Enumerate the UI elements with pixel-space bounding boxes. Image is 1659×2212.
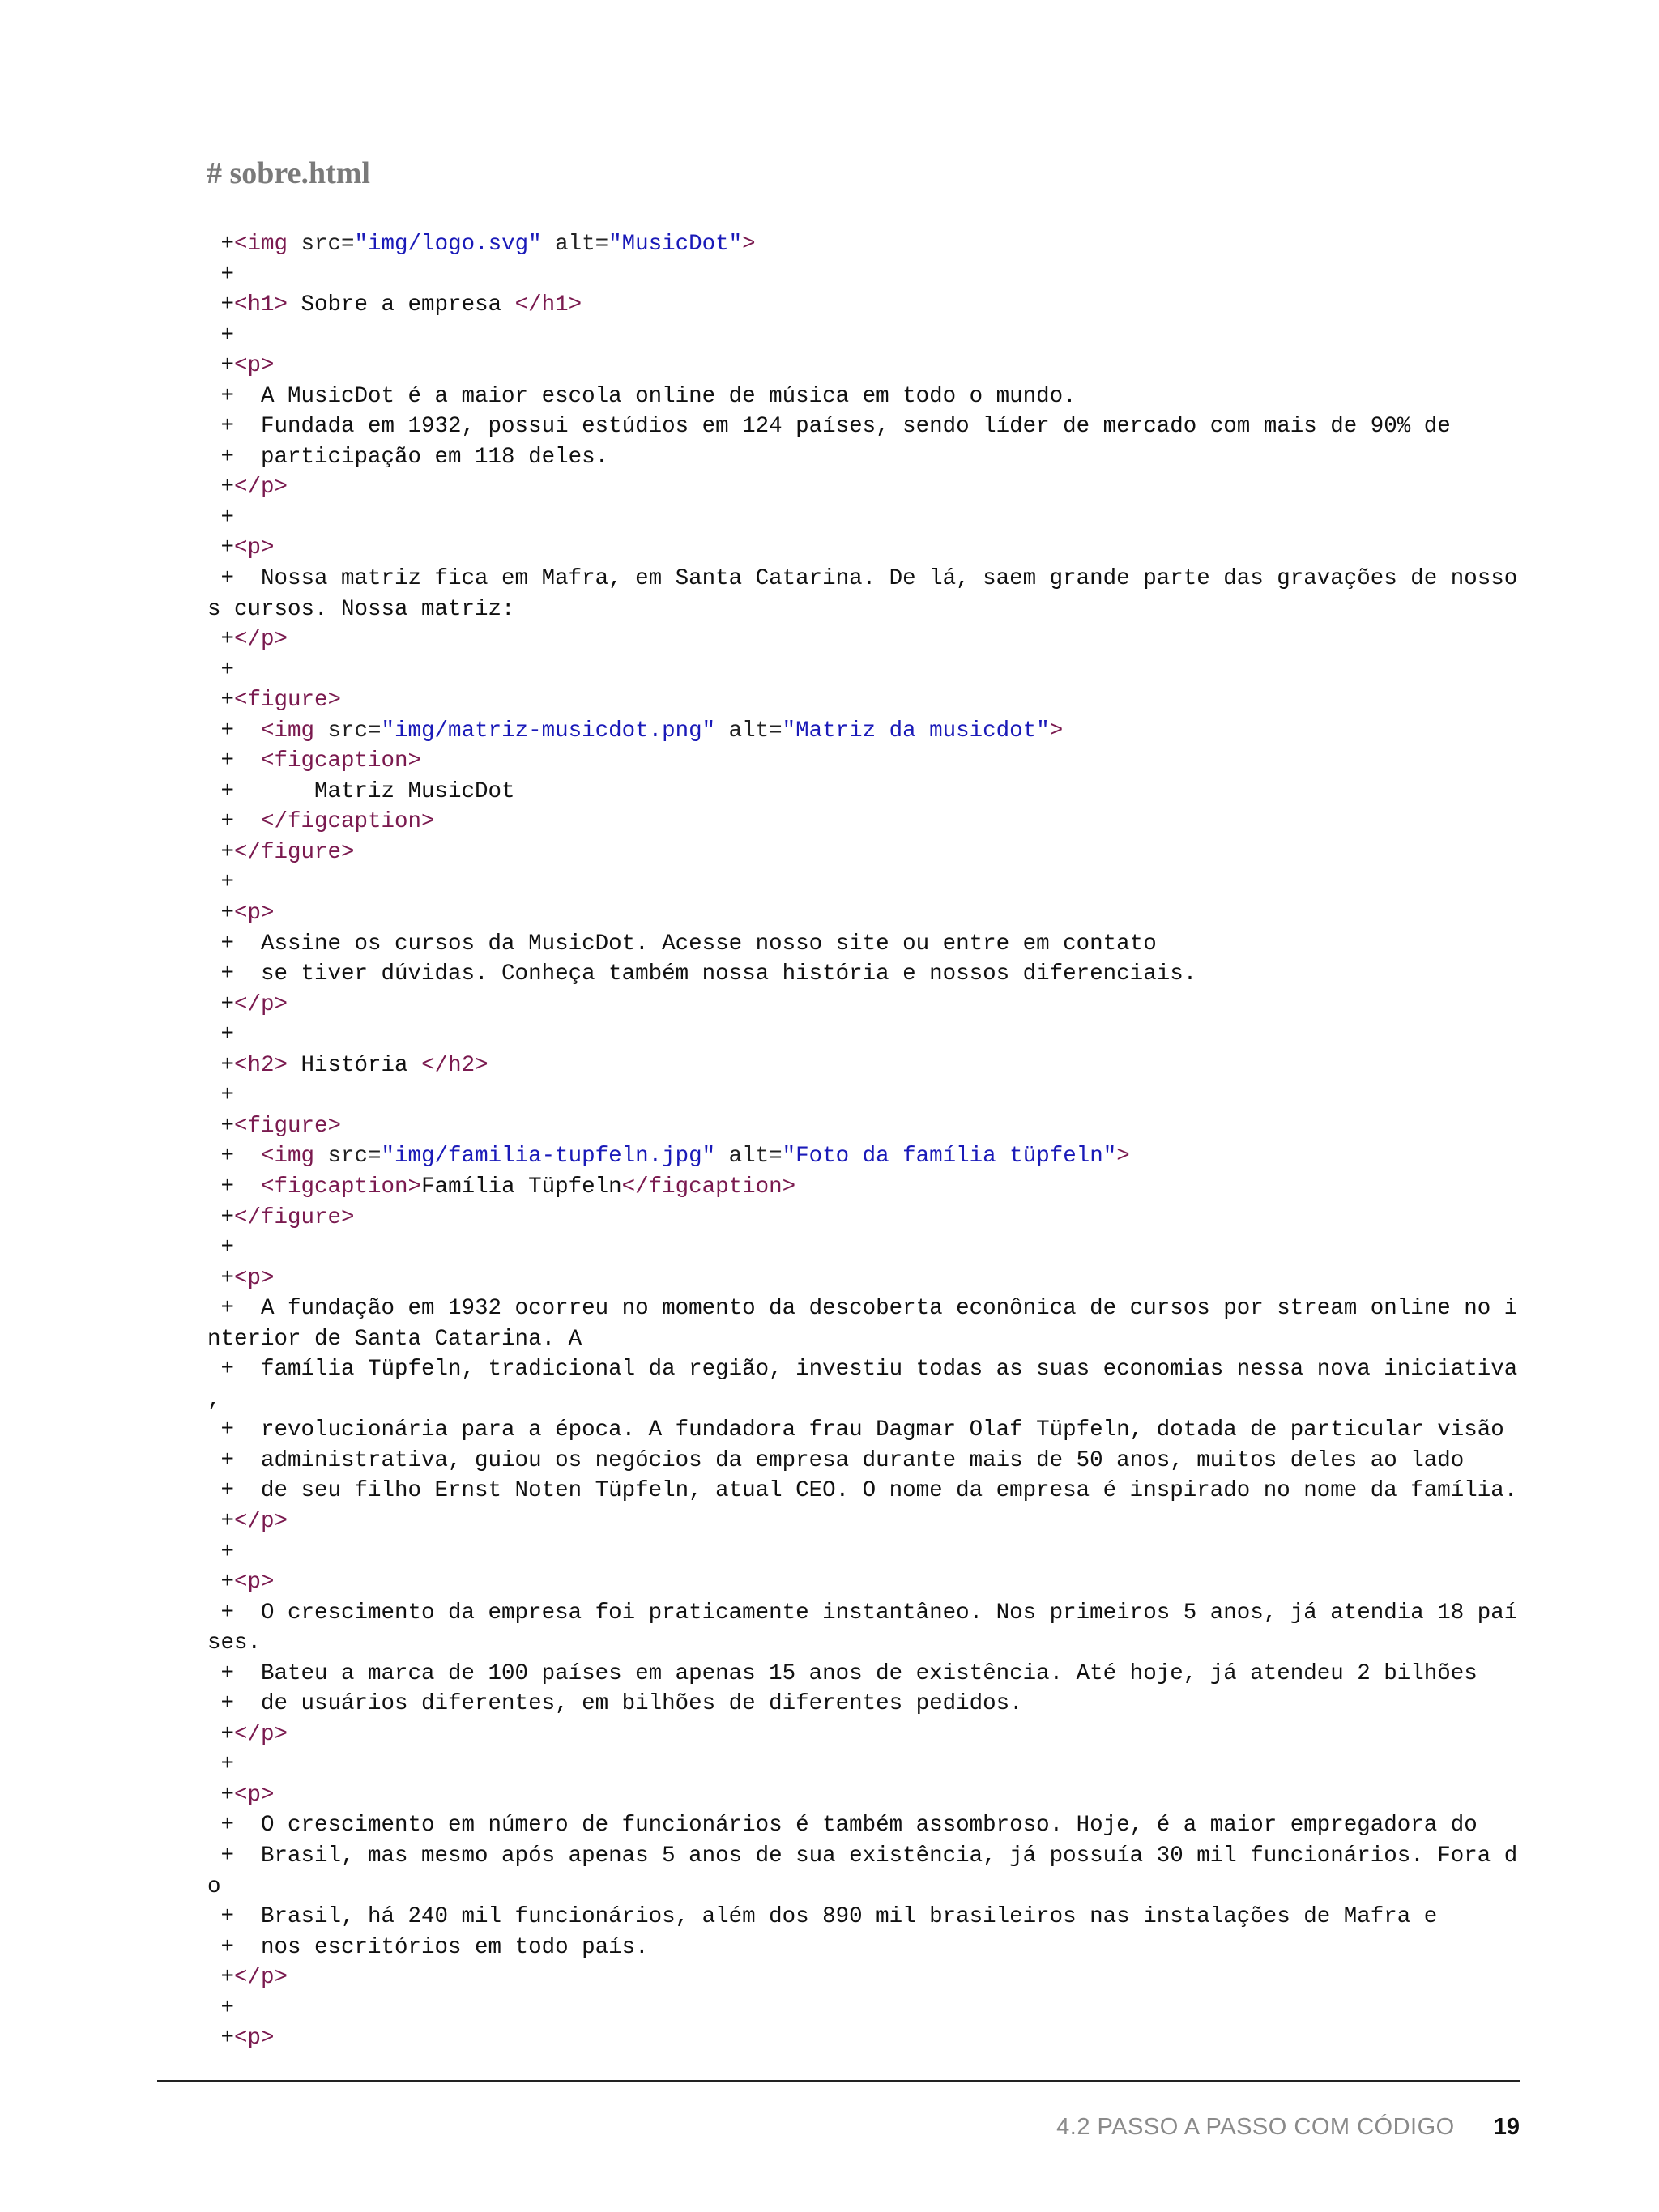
code-line	[207, 1264, 1520, 1294]
code-token: + Nossa matriz fica em Mafra, em Santa Catarina. De lá, saem grande parte das gravações de nosso	[207, 566, 1518, 592]
code-token: Sobre a empresa	[288, 292, 515, 318]
code-line	[207, 1020, 1520, 1051]
code-line	[207, 1993, 1520, 2024]
code-line	[207, 898, 1520, 929]
code-token: +	[207, 232, 235, 257]
page-number: 19	[1493, 2114, 1520, 2140]
code-token: +	[207, 1204, 235, 1230]
code-token: <figure>	[234, 1113, 342, 1139]
code-line	[207, 777, 1520, 808]
code-line	[207, 351, 1520, 381]
footer-divider	[157, 2080, 1520, 2082]
code-token: </h1>	[514, 292, 582, 318]
section-heading: # sobre.html	[207, 156, 370, 190]
code-line	[207, 1810, 1520, 1841]
code-token: +	[207, 1782, 235, 1808]
code-token: </p>	[234, 1508, 288, 1534]
code-token: + O crescimento da empresa foi praticamente instantâneo. Nos primeiros 5 anos, já atendia 18 paí	[207, 1600, 1518, 1626]
code-line	[207, 1203, 1520, 1234]
code-token: </figure>	[234, 1204, 355, 1230]
code-token: <p>	[234, 535, 275, 561]
code-token: </p>	[234, 475, 288, 501]
code-token: +	[207, 901, 235, 927]
code-line	[207, 929, 1520, 960]
code-token: <figcaption>	[261, 1174, 422, 1200]
code-line	[207, 1628, 1520, 1659]
code-token: +	[207, 1235, 235, 1261]
code-token: <img	[261, 718, 315, 744]
code-line	[207, 1902, 1520, 1933]
code-token: src=	[314, 1144, 382, 1170]
code-token: "img/matriz-musicdot.png"	[381, 718, 716, 744]
code-line	[207, 1780, 1520, 1811]
code-token: "Matriz da musicdot"	[782, 718, 1050, 744]
code-line	[207, 1963, 1520, 1993]
code-line	[207, 1051, 1520, 1081]
code-token: +	[207, 1721, 235, 1747]
code-line	[207, 1172, 1520, 1203]
code-token: +	[207, 292, 235, 318]
code-token: + família Tüpfeln, tradicional da região, investiu todas as suas economias nessa nova iniciativa	[207, 1357, 1518, 1383]
code-line	[207, 290, 1520, 321]
code-line	[207, 624, 1520, 655]
code-token: +	[207, 1144, 262, 1170]
code-token: + revolucionária para a época. A fundadora frau Dagmar Olaf Tüpfeln, dotada de particular visão	[207, 1417, 1504, 1443]
code-token: <h1>	[234, 292, 288, 318]
code-token: "img/logo.svg"	[354, 232, 542, 257]
code-line	[207, 1233, 1520, 1264]
code-line	[207, 503, 1520, 534]
code-token: +	[207, 505, 235, 531]
code-line	[207, 595, 1520, 625]
code-token: + nos escritórios em todo país.	[207, 1934, 649, 1960]
code-token: s cursos. Nossa matriz:	[207, 596, 515, 622]
code-line	[207, 1354, 1520, 1385]
code-token: + Matriz MusicDot	[207, 778, 515, 804]
code-token: <p>	[234, 2026, 275, 2052]
code-token: alt=	[715, 718, 783, 744]
code-line	[207, 1507, 1520, 1537]
code-token: +	[207, 1113, 235, 1139]
code-token: nterior de Santa Catarina. A	[207, 1326, 582, 1352]
code-line	[207, 867, 1520, 898]
code-token: +	[207, 475, 235, 501]
code-line	[207, 411, 1520, 442]
code-line	[207, 837, 1520, 868]
code-token: >	[1116, 1144, 1130, 1170]
code-token: +	[207, 1570, 235, 1596]
code-token: +	[207, 657, 235, 683]
code-line	[207, 381, 1520, 412]
code-token: +	[207, 1022, 235, 1048]
code-token: alt=	[541, 232, 609, 257]
code-line	[207, 807, 1520, 837]
code-token: + Bateu a marca de 100 países em apenas 15 anos de existência. Até hoje, já atendeu 2 bilhões	[207, 1660, 1478, 1686]
code-line	[207, 1385, 1520, 1416]
code-line	[207, 1750, 1520, 1780]
code-token: <p>	[234, 1265, 275, 1291]
code-token: src=	[314, 718, 382, 744]
page-footer	[1056, 2114, 1520, 2141]
code-line	[207, 1141, 1520, 1172]
code-line	[207, 655, 1520, 686]
code-token: +	[207, 1965, 235, 1991]
code-line	[207, 746, 1520, 777]
code-token: +	[207, 1052, 235, 1078]
code-token: +	[207, 748, 262, 774]
code-token: + Assine os cursos da MusicDot. Acesse nosso site ou entre em contato	[207, 931, 1157, 957]
code-token: +	[207, 627, 235, 653]
code-token: "img/familia-tupfeln.jpg"	[381, 1144, 716, 1170]
code-token: +	[207, 1083, 235, 1109]
code-token: +	[207, 322, 235, 348]
code-token: <p>	[234, 1782, 275, 1808]
code-token: +	[207, 353, 235, 379]
code-token: <figure>	[234, 688, 342, 714]
code-token: o	[207, 1873, 221, 1899]
code-token: +	[207, 991, 235, 1017]
code-line	[207, 959, 1520, 990]
code-token: + O crescimento em número de funcionários é também assombroso. Hoje, é a maior empregadora do	[207, 1813, 1478, 1839]
code-token: + A fundação em 1932 ocorreu no momento da descoberta econônica de cursos por stream online no i	[207, 1296, 1518, 1322]
code-token: + de usuários diferentes, em bilhões de diferentes pedidos.	[207, 1691, 1023, 1717]
code-token: </figcaption>	[261, 809, 435, 835]
code-line	[207, 1720, 1520, 1750]
code-line	[207, 990, 1520, 1021]
code-token: +	[207, 2026, 235, 2052]
code-token: </figure>	[234, 839, 355, 865]
code-token: <p>	[234, 1570, 275, 1596]
code-token: </p>	[234, 1965, 288, 1991]
code-token: ,	[207, 1387, 221, 1413]
chapter-title: 4.2 PASSO A PASSO COM CÓDIGO	[1056, 2114, 1455, 2140]
code-token: <img	[234, 232, 288, 257]
code-line	[207, 2023, 1520, 2054]
code-token: + participação em 118 deles.	[207, 444, 609, 470]
code-line	[207, 1689, 1520, 1720]
code-token: </p>	[234, 627, 288, 653]
code-line	[207, 1933, 1520, 1963]
code-line	[207, 229, 1520, 260]
code-token: <img	[261, 1144, 315, 1170]
code-line	[207, 1111, 1520, 1142]
code-line	[207, 1841, 1520, 1872]
code-token: <h2>	[234, 1052, 288, 1078]
code-token: "Foto da família tüpfeln"	[782, 1144, 1117, 1170]
code-token: </h2>	[421, 1052, 488, 1078]
code-token: +	[207, 718, 262, 744]
code-token: ses.	[207, 1630, 262, 1656]
code-token: </p>	[234, 1721, 288, 1747]
code-token: <p>	[234, 901, 275, 927]
code-token: +	[207, 1265, 235, 1291]
code-token: +	[207, 535, 235, 561]
code-token: src=	[288, 232, 355, 257]
code-line	[207, 1872, 1520, 1903]
code-token: História	[288, 1052, 422, 1078]
code-line	[207, 716, 1520, 747]
code-line	[207, 564, 1520, 595]
code-token: + Brasil, há 240 mil funcionários, além dos 890 mil brasileiros nas instalações de Mafra e	[207, 1904, 1438, 1930]
code-line	[207, 321, 1520, 352]
code-line	[207, 1659, 1520, 1690]
code-line	[207, 1598, 1520, 1629]
code-token: +	[207, 839, 235, 865]
code-token: + Brasil, mas mesmo após apenas 5 anos de sua existência, já possuía 30 mil funcionários. Fora d	[207, 1843, 1518, 1869]
code-token: + Fundada em 1932, possui estúdios em 124 países, sendo líder de mercado com mais de 90% de	[207, 414, 1451, 440]
code-token: >	[742, 232, 756, 257]
code-line	[207, 1294, 1520, 1324]
code-token: +	[207, 1539, 235, 1565]
code-token: +	[207, 1752, 235, 1778]
code-token: </figcaption>	[621, 1174, 796, 1200]
code-token: <figcaption>	[261, 748, 422, 774]
code-token: + administrativa, guiou os negócios da empresa durante mais de 50 anos, muitos deles ao lado	[207, 1447, 1465, 1473]
code-token: "MusicDot"	[608, 232, 743, 257]
code-line	[207, 1324, 1520, 1355]
code-line	[207, 260, 1520, 291]
code-line	[207, 472, 1520, 503]
code-token: + se tiver dúvidas. Conheça também nossa história e nossos diferenciais.	[207, 961, 1197, 987]
code-token: +	[207, 1995, 235, 2021]
code-token: + A MusicDot é a maior escola online de música em todo o mundo.	[207, 383, 1077, 409]
code-token: +	[207, 870, 235, 896]
code-token: +	[207, 1174, 262, 1200]
code-token: + de seu filho Ernst Noten Tüpfeln, atual CEO. O nome da empresa é inspirado no nome da família.	[207, 1478, 1518, 1504]
code-token: alt=	[715, 1144, 783, 1170]
code-line	[207, 1476, 1520, 1507]
code-token: +	[207, 262, 235, 288]
code-line	[207, 685, 1520, 716]
code-line	[207, 442, 1520, 473]
code-listing	[207, 229, 1520, 2054]
code-line	[207, 1567, 1520, 1598]
code-token: </p>	[234, 991, 288, 1017]
code-line	[207, 1080, 1520, 1111]
code-line	[207, 1415, 1520, 1446]
code-token: <p>	[234, 353, 275, 379]
code-token: +	[207, 688, 235, 714]
code-line	[207, 1446, 1520, 1477]
code-line	[207, 1537, 1520, 1568]
code-token: >	[1049, 718, 1064, 744]
code-line	[207, 533, 1520, 564]
code-token: Família Tüpfeln	[421, 1174, 622, 1200]
code-token: +	[207, 809, 262, 835]
code-token: +	[207, 1508, 235, 1534]
